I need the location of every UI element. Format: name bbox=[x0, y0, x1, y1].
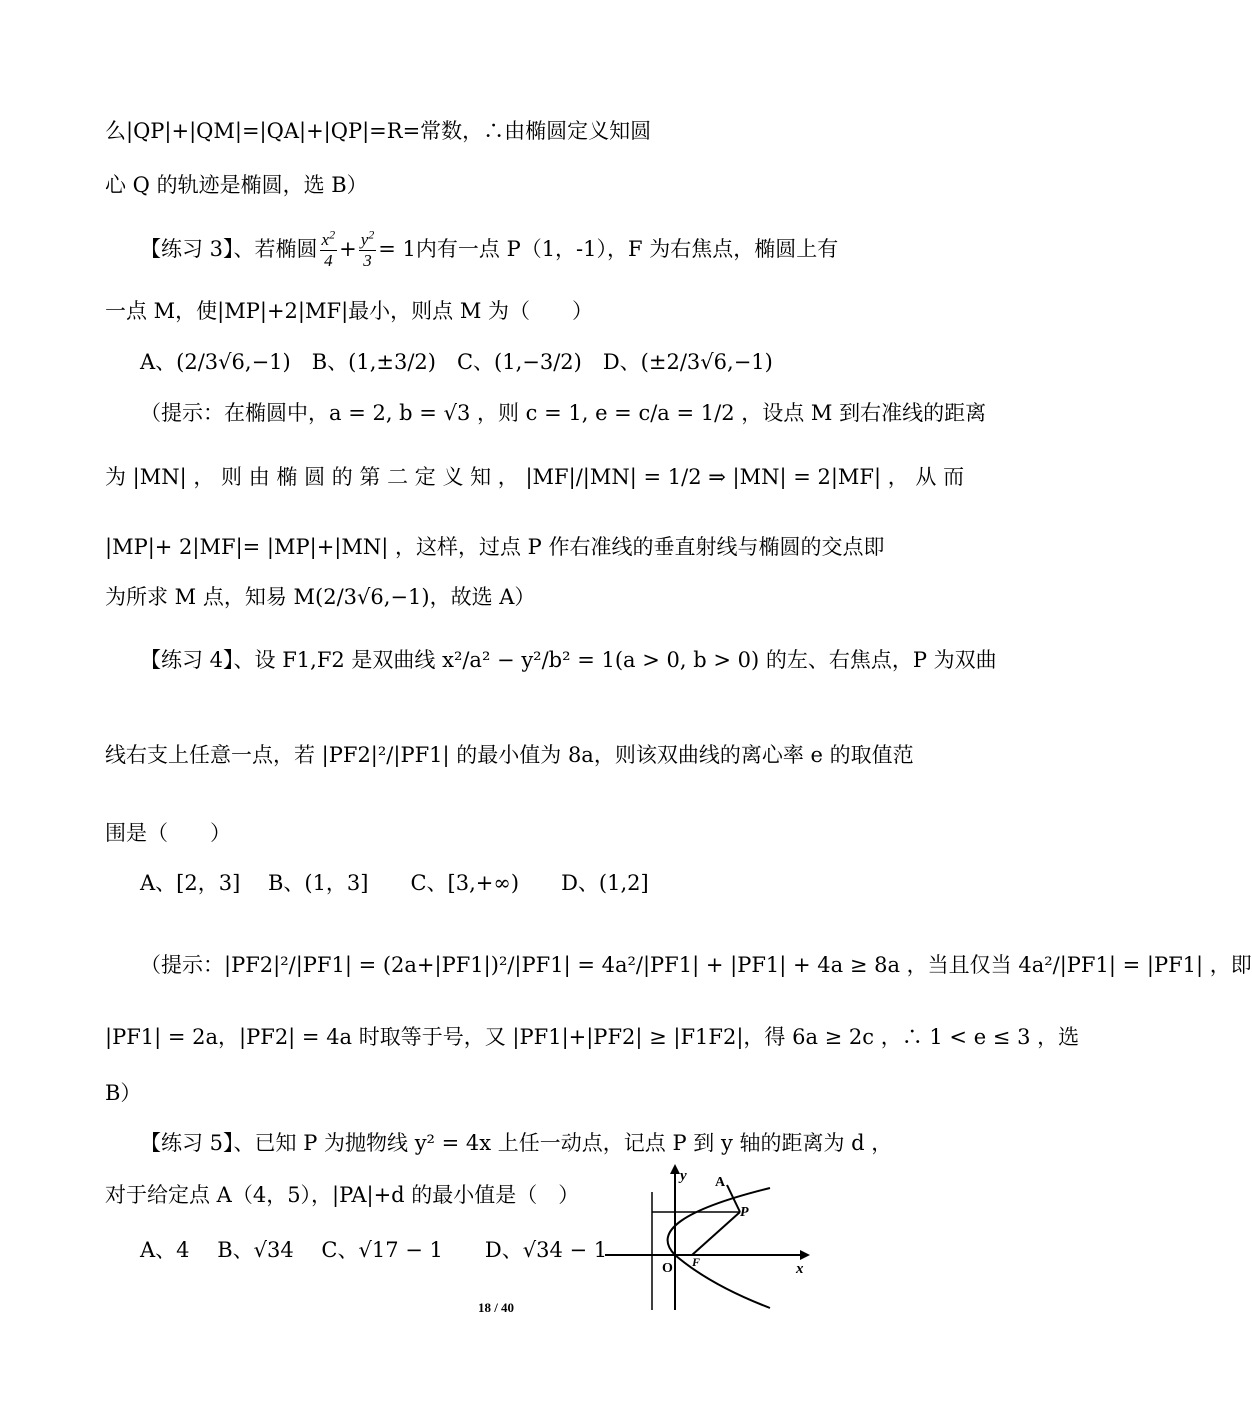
exercise-3-hint-4: 为所求 M 点，知易 M(2/3√6,−1)，故选 A） bbox=[105, 585, 536, 609]
exercise-4-hint-3: B） bbox=[105, 1081, 142, 1105]
exercise-4-line-2: 线右支上任意一点，若 |PF2|²/|PF1| 的最小值为 8a，则该双曲线的离心率 e 的取值范 bbox=[105, 743, 914, 767]
text-line-2: 心 Q 的轨迹是椭圆，选 B） bbox=[105, 173, 368, 197]
label-f: F bbox=[692, 1255, 701, 1269]
y-axis-arrow bbox=[670, 1164, 680, 1174]
exercise-4-line-1: 【练习 4】、设 F1,F2 是双曲线 x²/a² − y²/b² = 1(a > 0, b > 0) 的左、右焦点，P 为双曲 bbox=[140, 648, 997, 672]
label-p: P bbox=[740, 1205, 749, 1220]
label-y: y bbox=[680, 1168, 687, 1184]
parabola-diagram bbox=[600, 1160, 815, 1315]
exercise-3-hint-2: 为 |MN| ， 则 由 椭 圆 的 第 二 定 义 知 ， |MF|/|MN| = 1/2 ⇒ |MN| = 2|MF| ， 从 而 bbox=[105, 465, 965, 489]
exercise-5-line-2: 对于给定点 A（4，5），|PA|+d 的最小值是（ ） bbox=[105, 1183, 580, 1207]
x-axis-arrow bbox=[800, 1250, 810, 1260]
exercise-5-line-1: 【练习 5】、已知 P 为抛物线 y² = 4x 上任一动点，记点 P 到 y 轴的距离为 d ， bbox=[140, 1131, 893, 1155]
ellipse-term-y: $\frac{y^2}{3}$ bbox=[360, 227, 375, 270]
exercise-3-line-1: 【练习 3】、若椭圆 $\frac{x^2}{4}$ + $\frac{y^2}{3}$ = 1内有一点 P（1，-1），F 为右焦点，椭圆上有 bbox=[140, 227, 839, 270]
label-a: A bbox=[715, 1175, 726, 1190]
exercise-4-hint-1: （提示：|PF2|²/|PF1| = (2a+|PF1|)²/|PF1| = 4a²/|PF1| + |PF1| + 4a ≥ 8a ，当且仅当 4a²/|PF1| = |PF1| ，即 bbox=[140, 953, 1252, 977]
label-origin: O bbox=[662, 1261, 673, 1276]
exercise-3-hint-1: （提示：在椭圆中，a = 2, b = √3 ，则 c = 1, e = c/a = 1/2 ，设点 M 到右准线的距离 bbox=[140, 401, 987, 425]
label-x: x bbox=[796, 1261, 804, 1277]
exercise-3-hint-3: |MP|+ 2|MF|= |MP|+|MN| ，这样，过点 P 作右准线的垂直射线与椭圆的交点即 bbox=[105, 535, 885, 559]
exercise-4-line-3: 围是（ ） bbox=[105, 821, 231, 845]
exercise-3-options: A、(2/3√6,−1) B、(1,±3/2) C、(1,−3/2) D、(±2/3√6,−1) bbox=[140, 350, 773, 374]
text-line-1: 么|QP|+|QM|=|QA|+|QP|=R=常数，∴由椭圆定义知圆 bbox=[105, 119, 652, 143]
exercise-3-line-2: 一点 M，使|MP|+2|MF|最小，则点 M 为（ ） bbox=[105, 299, 593, 323]
segment-pf bbox=[692, 1212, 740, 1255]
exercise-4-options: A、[2，3] B、(1，3] C、[3,+∞) D、(1,2] bbox=[140, 871, 649, 895]
parabola-curve bbox=[668, 1188, 770, 1308]
page-number: 18 / 40 bbox=[477, 1300, 515, 1315]
exercise-5-options: A、4 B、√34 C、√17 − 1 D、√34 − 1 bbox=[140, 1238, 608, 1262]
exercise-4-hint-2: |PF1| = 2a，|PF2| = 4a 时取等于号，又 |PF1|+|PF2| ≥ |F1F2|，得 6a ≥ 2c ，∴ 1 < e ≤ 3 ，选 bbox=[105, 1025, 1080, 1049]
ellipse-term-x: $\frac{x^2}{4}$ bbox=[321, 227, 336, 270]
